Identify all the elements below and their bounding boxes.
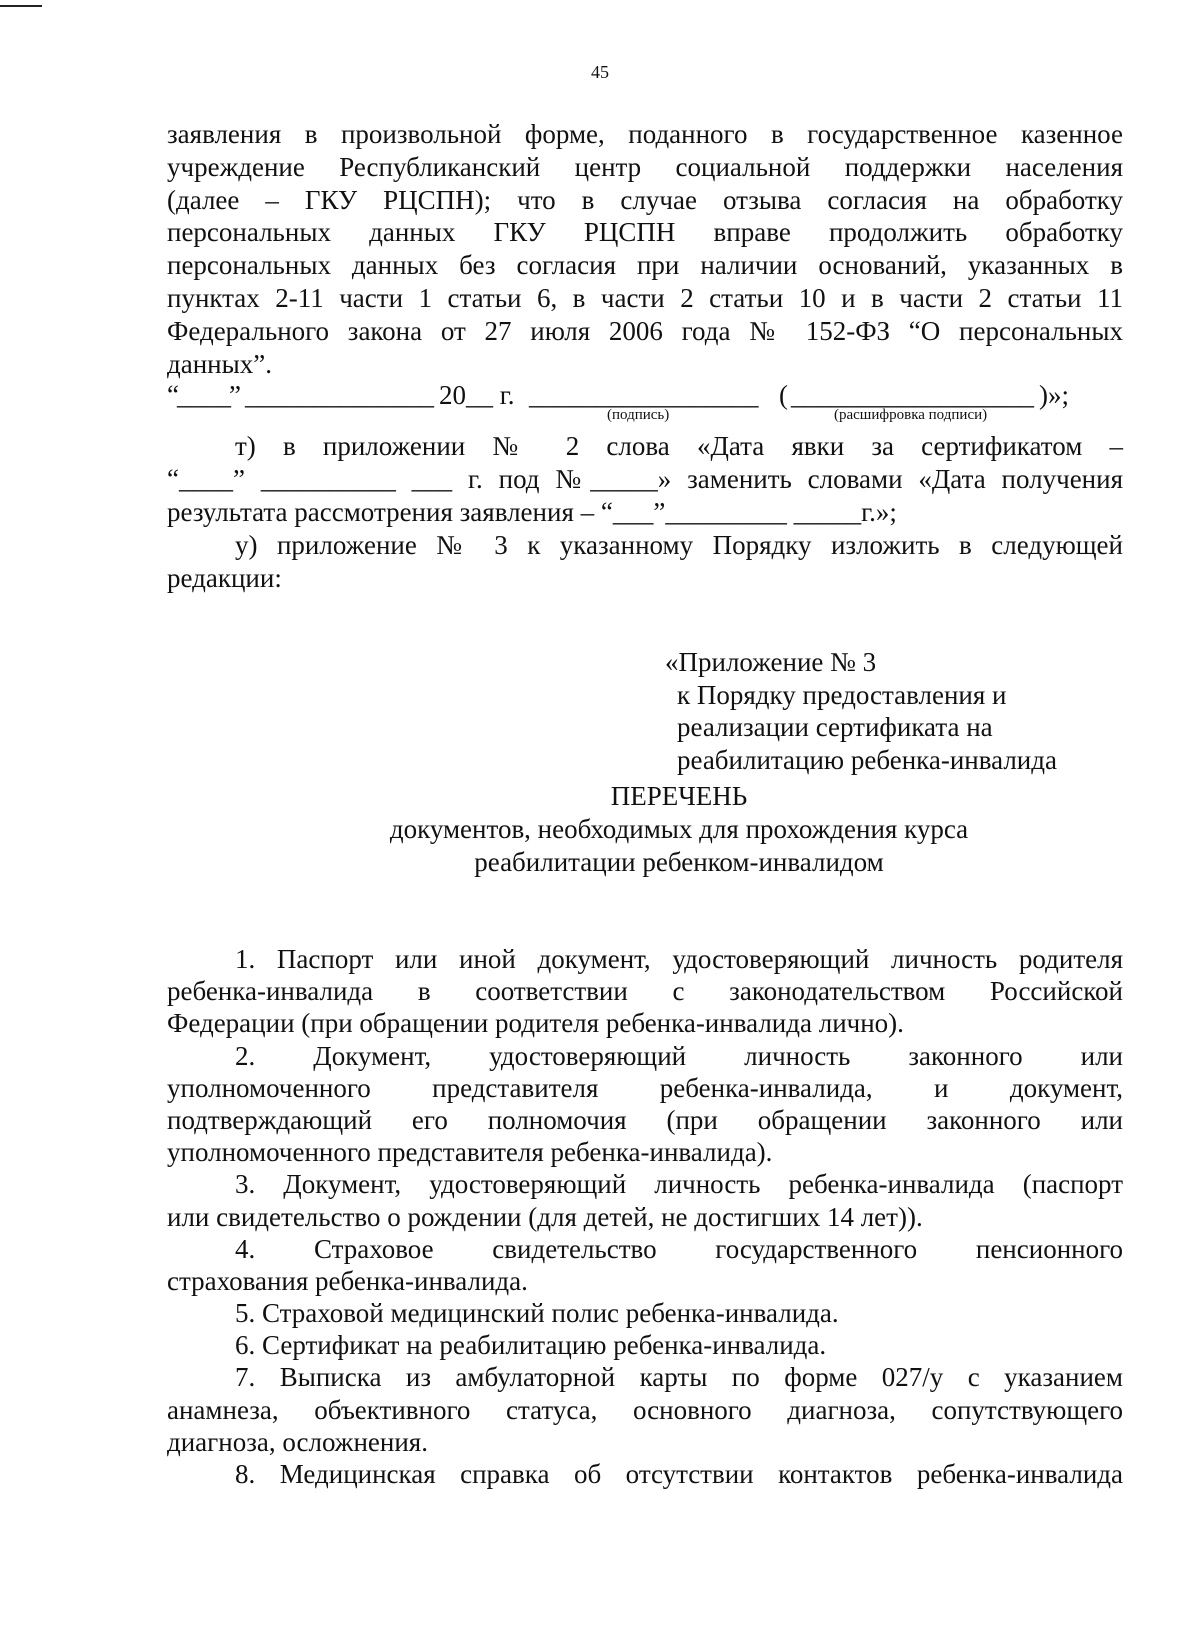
list-item-line: Федерации (при обращении родителя ребенка-инвалида лично). [167, 1008, 904, 1039]
list-item-line: уполномоченного представителя ребенка-инвалида). [167, 1137, 773, 1168]
list-item-line: страхования ребенка-инвалида. [167, 1265, 528, 1296]
item-u-line: редакции: [167, 562, 282, 593]
list-item-line: ребенка-инвалида в соответствии с законодательством Российской [167, 976, 1123, 1007]
signature-captions [167, 407, 1123, 430]
list-item-line: 4. Страховое свидетельство государственного пенсионного [235, 1233, 1123, 1264]
list-item [167, 1458, 1123, 1490]
caption-signature-decode: (расшифровка подписи) [834, 407, 988, 424]
list-item-line: подтверждающий его полномочия (при обращении законного или [167, 1104, 1123, 1135]
list-item-line: или свидетельство о рождении (для детей, не достигших 14 лет)). [167, 1201, 923, 1232]
list-item [167, 943, 1123, 1040]
list-item-line: 5. Страховой медицинский полис ребенка-инвалида. [235, 1298, 839, 1329]
text-line: заявления в произвольной форме, поданного в государственное казенное [167, 119, 1123, 149]
list-item-line: 3. Документ, удостоверяющий личность ребенка-инвалида (паспорт [235, 1169, 1123, 1200]
text-line: персональных данных без согласия при наличии оснований, указанных в [167, 250, 1123, 281]
list-title: ПЕРЕЧЕНЬ [610, 781, 748, 811]
list-item-line: 2. Документ, удостоверяющий личность законного или [235, 1040, 1123, 1071]
signature-blank: _________________ [529, 380, 759, 411]
list-item [167, 1297, 1123, 1329]
text-line: учреждение Республиканский центр социальной поддержки населения [167, 151, 1123, 182]
list-item-line: 8. Медицинская справка об отсутствии контактов ребенка-инвалида [235, 1459, 1123, 1489]
text-line: (далее – ГКУ РЦСПН); что в случае отзыва согласия на обработку [167, 184, 1123, 215]
caption-signature: (подпись) [607, 407, 670, 424]
text-line: Федерального закона от 27 июля 2006 года № 152-ФЗ “О персональных [167, 315, 1123, 346]
day-blank: ____ [177, 380, 231, 411]
appendix-note-line: реабилитацию ребенка-инвалида [677, 744, 1057, 775]
list-item-line: 7. Выписка из амбулаторной карты по форме 027/у с указанием [235, 1362, 1123, 1393]
list-item [167, 1168, 1123, 1232]
item-t-line: т) в приложении № 2 слова «Дата явки за сертификатом – [235, 431, 1123, 462]
list-item-line: уполномоченного представителя ребенка-инвалида, и документ, [167, 1072, 1123, 1103]
paren-open: ( [779, 380, 788, 411]
appendix-note-line: реализации сертификата на [677, 712, 993, 743]
list-item-line: анамнеза, объективного статуса, основного диагноза, сопутствующего [167, 1394, 1123, 1425]
appendix-note-line: «Приложение № 3 [665, 647, 877, 677]
date-close-quote: ” [229, 380, 241, 411]
text-line: персональных данных ГКУ РЦСПН вправе продолжить обработку [167, 217, 1123, 248]
list-item-line: 6. Сертификат на реабилитацию ребенка-инвалида. [235, 1330, 827, 1361]
text-line: пунктах 2-11 части 1 статьи 6, в части 2 статьи 10 и в части 2 статьи 11 [167, 282, 1123, 313]
list-item [167, 1329, 1123, 1361]
page-number: 45 [591, 62, 609, 82]
documents-list [167, 943, 1123, 1490]
text-line: данных”. [167, 348, 272, 379]
appendix-note-line: к Порядку предоставления и [677, 679, 1007, 710]
intro-text [167, 118, 1123, 594]
list-item-line: диагноза, осложнения. [167, 1426, 428, 1457]
year-field: 20__ г. [439, 380, 515, 411]
list-item [167, 1233, 1123, 1297]
appendix-note [665, 646, 1057, 776]
scan-corner-mark [0, 5, 42, 7]
signature-decode-blank: __________________ [791, 380, 1034, 411]
item-t-line: “____” __________ ___ г. под №_____» заменить словами «Дата получения [167, 464, 1123, 495]
list-item-line: 1. Паспорт или иной документ, удостоверяющий личность родителя [235, 944, 1123, 974]
item-t-line: результата рассмотрения заявления – “___”_________ _____г.»; [167, 496, 897, 527]
list-subtitle-line: реабилитации ребенком-инвалидом [474, 847, 884, 877]
list-subtitle-line: документов, необходимых для прохождения курса [389, 814, 969, 844]
month-blank: ______________ [245, 380, 434, 411]
item-u-line: у) приложение № 3 к указанному Порядку изложить в следующей [235, 529, 1123, 560]
list-item [167, 1040, 1123, 1169]
paren-close: )»; [1039, 380, 1069, 411]
date-open-quote: “ [167, 380, 179, 411]
list-item [167, 1361, 1123, 1458]
